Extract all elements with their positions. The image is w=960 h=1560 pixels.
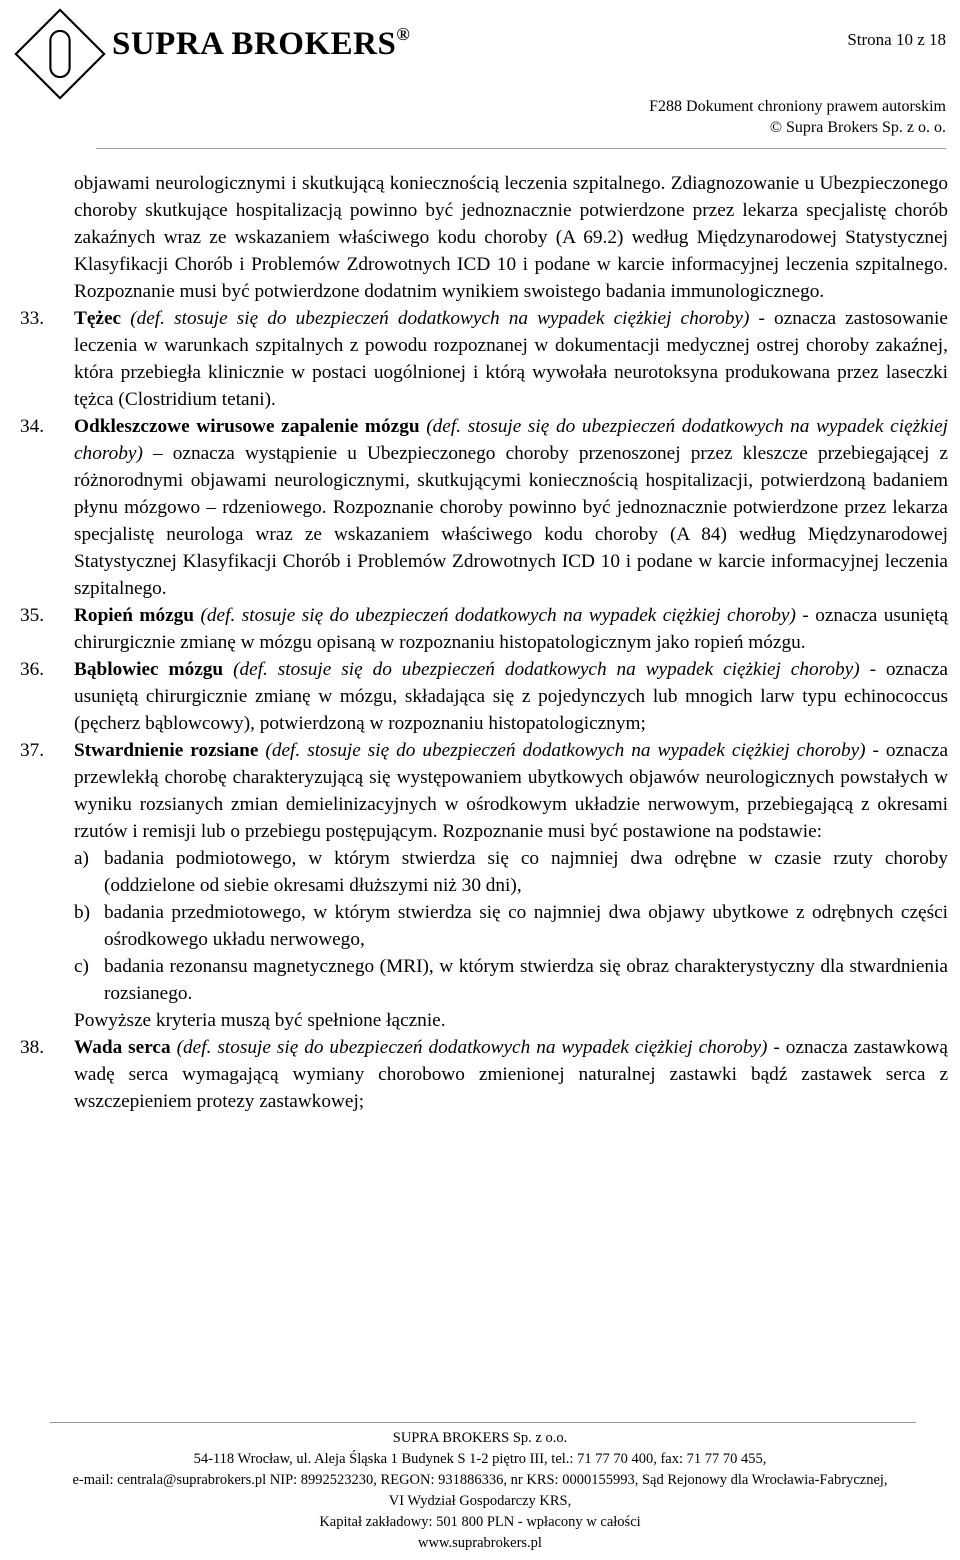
definition-item-38 [20, 1034, 948, 1115]
criteria-text: badania rezonansu magnetycznego (MRI), w którym stwierdza się obraz charakterystyczny dla stwardnienia rozsianego. [104, 956, 948, 1004]
item-scope-note: (def. stosuje się do ubezpieczeń dodatkowych na wypadek ciężkiej choroby) [265, 740, 866, 761]
footer-company: SUPRA BROKERS Sp. z o.o. [392, 1430, 568, 1446]
item-term: Bąblowiec mózgu [74, 659, 224, 680]
item-term: Odkleszczowe wirusowe zapalenie mózgu [74, 416, 420, 437]
item-number: 37. [20, 740, 45, 761]
item-term: Stwardnienie rozsiane [74, 740, 259, 761]
criteria-item-b [20, 899, 948, 953]
copyright-line-1: F288 Dokument chroniony prawem autorskim [649, 98, 946, 115]
brand-name: SUPRA BROKERS® [112, 24, 411, 62]
item-text: - oznacza zastawkową wadę serca wymagającą wymiany chorobowo zmienionej naturalnej zastawki bądź zastawek serca z wszczepieniem protezy zastawkowej; [74, 1037, 948, 1112]
item-number: 33. [20, 308, 45, 329]
item-scope-note: (def. stosuje się do ubezpieczeń dodatkowych na wypadek ciężkiej choroby) [200, 605, 796, 626]
definition-item-36 [20, 656, 948, 737]
document-body [20, 170, 948, 1115]
definition-item-37 [20, 737, 948, 845]
copyright-note [649, 96, 946, 138]
footer-court-division: VI Wydział Gospodarczy KRS, [388, 1493, 572, 1509]
header-divider [96, 148, 946, 149]
footer-address: 54-118 Wrocław, ul. Aleja Śląska 1 Budynek S 1-2 piętro III, tel.: 71 77 70 400, fax: 71 77 70 455, [193, 1451, 767, 1467]
page-number: Strona 10 z 18 [847, 30, 946, 49]
definition-item-33 [20, 305, 948, 413]
item-text: - oznacza usuniętą chirurgicznie zmianę w mózgu, składająca się z pojedynczych lub mnogich larw typu echinococcus (pęcherz bąblowcowy), potwierdzoną w rozpoznaniu histopatologicznym; [74, 659, 948, 734]
item-number: 36. [20, 659, 45, 680]
continued-paragraph: objawami neurologicznymi i skutkującą koniecznością leczenia szpitalnego. Zdiagnozowanie u Ubezpieczonego choroby skutkujące hospitalizacją powinno być jednoznacznie potwierdzone przez lekarza specjalistę chorób zakaźnych wraz ze wskazaniem właściwego kodu choroby (A 69.2) według Międzynarodowej Statystycznej Klasyfikacji Chorób i Problemów Zdrowotnych ICD 10 i podane w karcie informacyjnej leczenia szpitalnego. Rozpoznanie musi być potwierdzone dodatnim wynikiem swoistego badania immunologicznego. [74, 173, 948, 302]
item-term: Ropień mózgu [74, 605, 195, 626]
item-number: 34. [20, 416, 45, 437]
supra-brokers-logo-icon [12, 6, 108, 102]
item-text: – oznacza wystąpienie u Ubezpieczonego choroby przenoszonej przez kleszcze przebiegającej z różnorodnymi objawami neurologicznymi, skutkującymi koniecznością hospitalizacji, potwierdzoną badaniem płynu mózgowo – rdzeniowego. Rozpoznanie choroby powinno być jednoznacznie potwierdzone przez lekarza specjalistę neurologa wraz ze wskazaniem właściwego kodu choroby (A 84) według Międzynarodowej Statystycznej Klasyfikacji Chorób i Problemów Zdrowotnych ICD 10 i podane w karcie informacyjnej leczenia szpitalnego. [74, 443, 948, 599]
item-scope-note: (def. stosuje się do ubezpieczeń dodatkowych na wypadek ciężkiej choroby) [74, 416, 948, 464]
item-text: - oznacza usuniętą chirurgicznie zmianę w mózgu opisaną w rozpoznaniu histopatologicznym jako ropień mózgu. [74, 605, 949, 653]
footer-registration: e-mail: centrala@suprabrokers.pl NIP: 8992523230, REGON: 931886336, nr KRS: 0000155993, Sąd Rejonowy dla Wrocławia-Fabrycznej, [72, 1472, 888, 1488]
item-term: Tężec [74, 308, 122, 329]
definition-item-35 [20, 602, 948, 656]
page-footer [0, 1428, 960, 1554]
item-number: 38. [20, 1037, 45, 1058]
footer-capital: Kapitał zakładowy: 501 800 PLN - wpłacony w całości [319, 1514, 641, 1530]
item-scope-note: (def. stosuje się do ubezpieczeń dodatkowych na wypadek ciężkiej choroby) [176, 1037, 768, 1058]
criteria-closing: Powyższe kryteria muszą być spełnione łącznie. [74, 1010, 446, 1031]
criteria-text: badania podmiotowego, w którym stwierdza się co najmniej dwa odrębne w czasie rzuty choroby (oddzielone od siebie okresami dłuższymi niż 30 dni), [104, 848, 948, 896]
definition-item-34 [20, 413, 948, 602]
footer-website: www.suprabrokers.pl [418, 1535, 542, 1551]
criteria-letter: a) [74, 848, 89, 869]
copyright-line-2: © Supra Brokers Sp. z o. o. [769, 119, 946, 136]
item-text: - oznacza zastosowanie leczenia w warunkach szpitalnych z powodu rozpoznanej w dokumentacji medycznej ostrej choroby zakaźnej, która przebiegła klinicznie w postaci uogólnionej i którą wywołała neurotoksyna produkowana przez laseczki tężca (Clostridium tetani). [74, 308, 948, 410]
item-text: - oznacza przewlekłą chorobę charakteryzującą się występowaniem ubytkowych objawów neurologicznych powstałych w wyniku rozsianych zmian demielinizacyjnych w ośrodkowym układzie nerwowym, przebiegającą z okresami rzutów i remisji lub o przebiegu postępującym. Rozpoznanie musi być postawione na podstawie: [74, 740, 949, 842]
criteria-letter: b) [74, 902, 91, 923]
item-scope-note: (def. stosuje się do ubezpieczeń dodatkowych na wypadek ciężkiej choroby) [233, 659, 860, 680]
criteria-item-c [20, 953, 948, 1007]
item-number: 35. [20, 605, 45, 626]
criteria-item-a [20, 845, 948, 899]
footer-divider [50, 1422, 916, 1423]
item-term: Wada serca [74, 1037, 171, 1058]
criteria-text: badania przedmiotowego, w którym stwierdza się co najmniej dwa objawy ubytkowe z odrębnych części ośrodkowego układu nerwowego, [104, 902, 948, 950]
criteria-letter: c) [74, 956, 89, 977]
page-header [0, 0, 960, 150]
item-scope-note: (def. stosuje się do ubezpieczeń dodatkowych na wypadek ciężkiej choroby) [130, 308, 750, 329]
